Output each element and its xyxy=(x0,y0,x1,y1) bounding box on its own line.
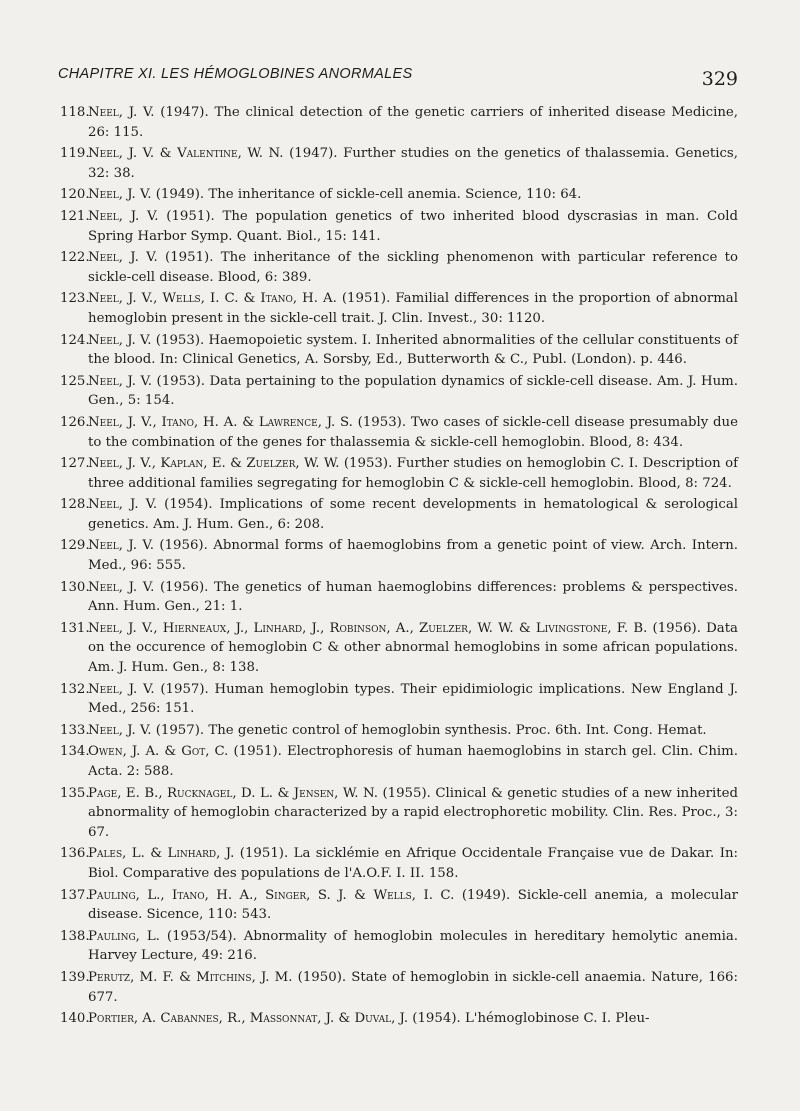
reference-authors: Neel, J. V. xyxy=(88,105,155,120)
reference-authors: Owen, J. A. & Got, C. xyxy=(88,744,229,760)
reference-text xyxy=(88,886,738,925)
reference-citation: (1951). Familial differences in the proportion of abnormal hemoglobin present in the sickle-cell trait. J. Clin. Invest., 30: 1120. xyxy=(88,291,738,326)
reference-authors: Neel, J. V. xyxy=(88,187,152,203)
reference-number: 119. xyxy=(60,146,90,162)
reference-number: 127. xyxy=(60,456,90,472)
reference-text xyxy=(88,207,738,246)
reference-text xyxy=(88,721,738,741)
reference-number: 122. xyxy=(60,250,90,266)
reference-text xyxy=(88,454,738,493)
reference-list xyxy=(60,103,738,1031)
reference-text xyxy=(88,680,738,719)
reference-number: 140. xyxy=(60,1011,90,1027)
reference-text xyxy=(88,289,738,328)
reference-authors: Neel, J. V. xyxy=(88,579,155,595)
reference-authors: Neel, J. V. xyxy=(88,538,154,554)
page-number: 329 xyxy=(701,68,738,90)
reference-entry xyxy=(60,968,738,1007)
reference-number: 124. xyxy=(60,332,90,348)
reference-authors: Perutz, M. F. & Mitchins, J. M. xyxy=(88,969,293,985)
reference-number: 129. xyxy=(60,538,90,554)
reference-entry xyxy=(60,680,738,719)
reference-number: 120. xyxy=(60,187,90,203)
reference-entry xyxy=(60,619,738,678)
reference-authors: Neel, J. V. xyxy=(88,332,152,348)
reference-citation: (1953). Further studies on hemoglobin C. I. Description of three additional families segregating for hemoglobin C & sickle-cell hemoglobin. Blood, 8: 724. xyxy=(88,456,738,491)
reference-authors: Neel, J. V. xyxy=(88,373,153,389)
running-head: CHAPITRE XI. LES HÉMOGLOBINES ANORMALES xyxy=(58,66,413,82)
reference-entry xyxy=(60,372,738,411)
reference-text xyxy=(88,248,738,287)
reference-citation: (1950). State of hemoglobin in sickle-cell anaemia. Nature, 166: 677. xyxy=(88,969,738,1005)
reference-entry xyxy=(60,185,738,205)
reference-text xyxy=(88,536,738,575)
reference-citation: (1951). La sicklémie en Afrique Occidentale Française vue de Dakar. In: Biol. Comparative des populations de l'A.O.F. I. II. 158. xyxy=(88,846,738,881)
reference-citation: (1956). Abnormal forms of haemoglobins from a genetic point of view. Arch. Intern. Med., 96: 555. xyxy=(88,538,738,574)
reference-citation: (1953/54). Abnormality of hemoglobin molecules in hereditary hemolytic anemia. Harvey Lecture, 49: 216. xyxy=(88,928,738,964)
reference-authors: Neel, J. V., Kaplan, E. & Zuelzer, W. W. xyxy=(88,456,340,472)
reference-text xyxy=(88,144,738,183)
reference-entry xyxy=(60,927,738,966)
reference-citation: (1957). The genetic control of hemoglobin synthesis. Proc. 6th. Int. Cong. Hemat. xyxy=(151,722,707,738)
reference-text xyxy=(88,619,738,678)
reference-entry xyxy=(60,289,738,328)
reference-text xyxy=(88,185,738,205)
reference-text xyxy=(88,844,738,883)
reference-number: 118. xyxy=(60,105,90,120)
reference-text xyxy=(88,578,738,617)
reference-number: 121. xyxy=(60,208,90,224)
reference-entry xyxy=(60,144,738,183)
reference-text xyxy=(88,742,738,781)
reference-entry xyxy=(60,844,738,883)
reference-text xyxy=(88,103,738,142)
reference-authors: Pales, L. & Linhard, J. xyxy=(88,846,235,862)
reference-citation: (1953). Haemopoietic system. I. Inherited abnormalities of the cellular constituents of the blood. In: Clinical Genetics, A. Sorsby, Ed., Butterworth & C., Publ. (London). p. 446. xyxy=(88,332,738,368)
reference-entry xyxy=(60,784,738,843)
reference-citation: (1951). The population genetics of two inherited blood dyscrasias in man. Cold Spring Harbor Symp. Quant. Biol., 15: 141. xyxy=(88,208,738,244)
reference-authors: Neel, J. V. xyxy=(88,250,158,266)
reference-number: 138. xyxy=(60,928,90,944)
reference-entry xyxy=(60,495,738,534)
reference-entry xyxy=(60,742,738,781)
reference-number: 133. xyxy=(60,722,90,738)
reference-entry xyxy=(60,331,738,370)
reference-authors: Neel, J. V., Wells, I. C. & Itano, H. A. xyxy=(88,291,337,307)
reference-entry xyxy=(60,413,738,452)
reference-number: 139. xyxy=(60,969,90,985)
reference-citation: (1947). The clinical detection of the genetic carriers of inherited disease Medicine, 26: 115. xyxy=(88,105,738,140)
page-header xyxy=(58,66,738,96)
reference-entry xyxy=(60,886,738,925)
reference-number: 130. xyxy=(60,579,90,595)
reference-entry xyxy=(60,103,738,142)
reference-entry xyxy=(60,1009,738,1029)
reference-entry xyxy=(60,721,738,741)
reference-authors: Pauling, L., Itano, H. A., Singer, S. J. & Wells, I. C. xyxy=(88,887,455,903)
reference-number: 137. xyxy=(60,887,90,903)
reference-text xyxy=(88,968,738,1007)
reference-citation: (1953). Two cases of sickle-cell disease presumably due to the combination of the genes for thalassemia & sickle-cell hemoglobin. Blood, 8: 434. xyxy=(88,414,738,450)
reference-citation: (1957). Human hemoglobin types. Their epidimiologic implications. New England J. Med., 256: 151. xyxy=(88,681,738,717)
reference-authors: Portier, A. Cabannes, R., Massonnat, J. & Duval, J. xyxy=(88,1011,409,1027)
reference-text xyxy=(88,927,738,966)
reference-entry xyxy=(60,248,738,287)
reference-number: 136. xyxy=(60,846,90,862)
reference-citation: (1954). Implications of some recent developments in hematological & serological genetics. Am. J. Hum. Gen., 6: 208. xyxy=(88,497,738,532)
reference-number: 125. xyxy=(60,373,90,389)
reference-entry xyxy=(60,536,738,575)
reference-number: 131. xyxy=(60,620,90,636)
reference-authors: Neel, J. V. xyxy=(88,497,158,513)
reference-number: 128. xyxy=(60,497,90,513)
reference-authors: Neel, J. V., Hierneaux, J., Linhard, J., Robinson, A., Zuelzer, W. W. & Livingstone, F. B. xyxy=(88,620,648,636)
reference-citation: (1953). Data pertaining to the population dynamics of sickle-cell disease. Am. J. Hum. Gen., 5: 154. xyxy=(88,373,738,409)
reference-citation: (1954). L'hémoglobinose C. I. Pleu- xyxy=(408,1011,650,1027)
reference-citation: (1949). Sickle-cell anemia, a molecular disease. Sicence, 110: 543. xyxy=(88,887,738,923)
reference-number: 135. xyxy=(60,785,90,801)
reference-authors: Neel, J. V. & Valentine, W. N. xyxy=(88,146,284,162)
reference-number: 134. xyxy=(60,744,90,760)
reference-text xyxy=(88,1009,738,1029)
reference-entry xyxy=(60,207,738,246)
reference-citation: (1955). Clinical & genetic studies of a new inherited abnormality of hemoglobin characterized by a rapid electrophoretic mobility. Clin. Res. Proc., 3: 67. xyxy=(88,785,738,840)
reference-entry xyxy=(60,454,738,493)
reference-text xyxy=(88,784,738,843)
reference-citation: (1947). Further studies on the genetics of thalassemia. Genetics, 32: 38. xyxy=(88,146,738,181)
reference-entry xyxy=(60,578,738,617)
reference-citation: (1956). The genetics of human haemoglobins differences: problems & perspectives. Ann. Hum. Gen., 21: 1. xyxy=(88,579,738,615)
reference-text xyxy=(88,413,738,452)
reference-number: 126. xyxy=(60,414,90,430)
reference-citation: (1956). Data on the occurence of hemoglobin C & other abnormal hemoglobins in some african populations. Am. J. Hum. Gen., 8: 138. xyxy=(88,620,738,676)
reference-citation: (1951). The inheritance of the sickling phenomenon with particular reference to sickle-cell disease. Blood, 6: 389. xyxy=(88,250,738,285)
reference-text xyxy=(88,331,738,370)
reference-citation: (1949). The inheritance of sickle-cell anemia. Science, 110: 64. xyxy=(151,187,582,203)
reference-authors: Neel, J. V. xyxy=(88,208,159,224)
reference-citation: (1951). Electrophoresis of human haemoglobins in starch gel. Clin. Chim. Acta. 2: 588. xyxy=(88,744,738,779)
reference-number: 123. xyxy=(60,291,90,307)
reference-text xyxy=(88,495,738,534)
reference-text xyxy=(88,372,738,411)
reference-authors: Neel, J. V., Itano, H. A. & Lawrence, J. S. xyxy=(88,414,353,430)
reference-authors: Neel, J. V. xyxy=(88,722,152,738)
reference-authors: Pauling, L. xyxy=(88,928,160,944)
reference-number: 132. xyxy=(60,681,90,697)
reference-authors: Page, E. B., Rucknagel, D. L. & Jensen, W. N. xyxy=(88,785,378,801)
reference-authors: Neel, J. V. xyxy=(88,681,155,697)
